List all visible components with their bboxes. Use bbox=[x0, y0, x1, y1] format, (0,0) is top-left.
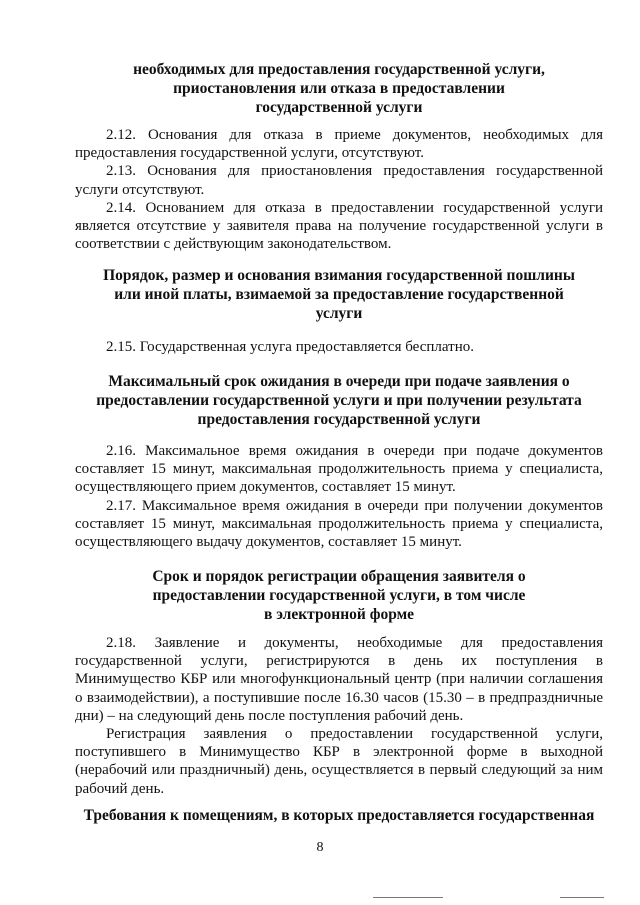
heading-line: в электронной форме bbox=[263, 606, 415, 623]
section-heading-waiting-time bbox=[70, 372, 608, 429]
heading-line: услуги bbox=[315, 305, 363, 322]
heading-line: Срок и порядок регистрации обращения заявителя о bbox=[152, 568, 526, 585]
section-heading-premises bbox=[70, 806, 608, 825]
heading-line: предоставлении государственной услуги и при получении результата bbox=[96, 392, 582, 409]
paragraph-group-2-15 bbox=[75, 338, 603, 356]
paragraph-group-2-18 bbox=[75, 634, 603, 798]
heading-line: необходимых для предоставления государственной услуги, bbox=[133, 61, 545, 78]
heading-line: Максимальный срок ожидания в очереди при подаче заявления о bbox=[108, 373, 570, 390]
paragraph-group-2-12-2-14 bbox=[75, 126, 603, 253]
page-number: 8 bbox=[316, 840, 324, 855]
heading-line: предоставления государственной услуги bbox=[197, 411, 481, 428]
paragraph-2-14: 2.14. Основанием для отказа в предоставлении государственной услуги является отсутствие у заявителя права на получение государственной услуги в соответствии с действующим законодательством. bbox=[75, 199, 603, 253]
footer-rule-right bbox=[560, 897, 604, 898]
paragraph-2-18: 2.18. Заявление и документы, необходимые для предоставления государственной услуги, регистрируются в день их поступления в Минимущество КБР или многофункциональный центр (при наличии соглашения о взаимодействии), а поступившие после 16.30 часов (15.30 – в предпраздничные дни) – на следующий день после поступления рабочий день. bbox=[75, 635, 603, 724]
section-heading-refusal-grounds bbox=[70, 60, 608, 117]
heading-line: Требования к помещениям, в которых предоставляется государственная bbox=[83, 807, 595, 824]
section-heading-registration bbox=[70, 567, 608, 624]
paragraph-2-17: 2.17. Максимальное время ожидания в очереди при получении документов составляет 15 минут, максимальная продолжительность приема у специалиста, осуществляющего выдачу документов, составляет 15 минут. bbox=[75, 497, 603, 551]
paragraph-2-13: 2.13. Основания для приостановления предоставления государственной услуги отсутствуют. bbox=[75, 163, 603, 198]
heading-line: Порядок, размер и основания взимания государственной пошлины bbox=[103, 267, 575, 284]
heading-line: предоставлении государственной услуги, в том числе bbox=[152, 587, 526, 604]
paragraph-2-12: 2.12. Основания для отказа в приеме документов, необходимых для предоставления государственной услуги, отсутствуют. bbox=[75, 127, 603, 162]
paragraph-2-18-registration: Регистрация заявления о предоставлении государственной услуги, поступившего в Минимущество КБР в электронной форме в выходной (нерабочий или праздничный) день, осуществляется в первый следующий за ним рабочий день. bbox=[75, 726, 603, 797]
paragraph-group-2-16-2-17 bbox=[75, 442, 603, 551]
footer-rule-left bbox=[373, 897, 443, 898]
heading-line: приостановления или отказа в предоставлении bbox=[173, 80, 505, 97]
paragraph-2-16: 2.16. Максимальное время ожидания в очереди при подаче документов составляет 15 минут, максимальная продолжительность приема у специалиста, осуществляющего прием документов, составляет 15 минут. bbox=[75, 443, 603, 496]
heading-line: государственной услуги bbox=[255, 99, 423, 116]
paragraph-2-15: 2.15. Государственная услуга предоставляется бесплатно. bbox=[106, 339, 474, 355]
section-heading-fee bbox=[70, 266, 608, 323]
heading-line: или иной платы, взимаемой за предоставление государственной bbox=[114, 286, 564, 303]
